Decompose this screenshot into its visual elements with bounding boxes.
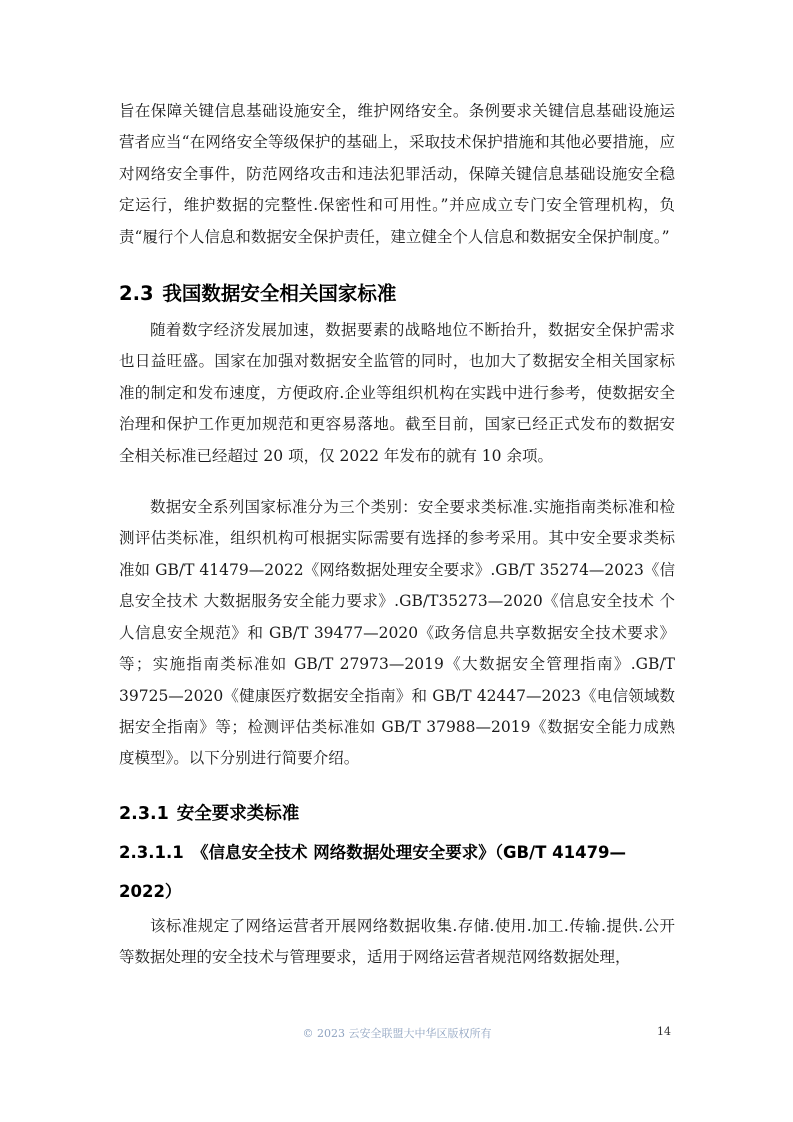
page-content [119, 96, 675, 974]
section-number: 2.3.1 [119, 803, 169, 824]
page-number: 14 [657, 1025, 671, 1038]
section-title: 安全要求类标准 [176, 803, 300, 824]
section-heading-2-3 [119, 275, 675, 313]
section-title: 《信息安全技术 网络数据处理安全要求》（GB/T 41479—2022） [119, 842, 627, 901]
section-title: 我国数据安全相关国家标准 [162, 282, 397, 306]
section-heading-2-3-1-1 [119, 833, 675, 911]
page-footer [119, 1025, 675, 1043]
paragraph-gbt41479-description: 该标准规定了网络运营者开展网络数据收集.存储.使用.加工.传输.提供.公开等数据处理的安全技术与管理要求，适用于网络运营者规范网络数据处理， [119, 916, 675, 967]
section-number: 2.3 [119, 282, 154, 306]
paragraph-spacer [119, 472, 675, 492]
section-number: 2.3.1.1 [119, 842, 184, 862]
paragraph-standards-intro: 随着数字经济发展加速，数据要素的战略地位不断抬升，数据安全保护需求也日益旺盛。国家在加强对数据安全监管的同时，也加大了数据安全相关国家标准的制定和发布速度，方便政府.企业等组织机构在实践中进行参考，使数据安全治理和保护工作更加规范和更容易落地。截至目前，国家已经正式发布的数据安全相关标准已经超过 20 项，仅 2022 年发布的就有 10 余项。 [119, 321, 675, 465]
paragraph-cii-regulation: 旨在保障关键信息基础设施安全，维护网络安全。条例要求关键信息基础设施运营者应当“在网络安全等级保护的基础上，采取技术保护措施和其他必要措施，应对网络安全事件，防范网络攻击和违法犯罪活动，保障关键信息基础设施安全稳定运行，维护数据的完整性.保密性和可用性。”并应成立专门安全管理机构，负责“履行个人信息和数据安全保护责任，建立健全个人信息和数据安全保护制度。” [119, 102, 675, 246]
paragraph-standards-categories: 数据安全系列国家标准分为三个类别：安全要求类标准.实施指南类标准和检测评估类标准，组织机构可根据实际需要有选择的参考采用。其中安全要求类标准如 GB/T 41479—2022《网络数据处理安全要求》.GB/T 35274—2023《信息安全技术 大数据服务安全能力要求》.GB/T35273—2020《信息安全技术 个人信息安全规范》和 GB/T 39477—2020《政务信息共享数据安全技术要求》等；实施指南类标准如 GB/T 27973—2019《大数据安全管理指南》.GB/T 39725—2020《健康医疗数据安全指南》和 GB/T 42447—2023《电信领域数据安全指南》等；检测评估类标准如 GB/T 37988—2019《数据安全能力成熟度模型》。以下分别进行简要介绍。 [119, 498, 675, 768]
section-heading-2-3-1 [119, 797, 675, 831]
copyright-notice: © 2023 云安全联盟大中华区版权所有 [302, 1027, 492, 1040]
